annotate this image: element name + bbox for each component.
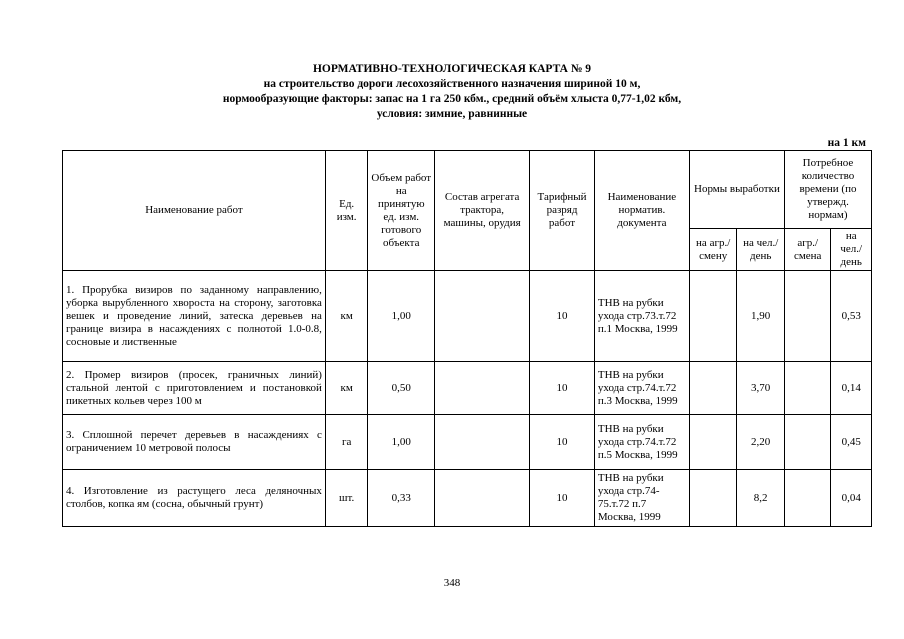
cell-aggregate — [435, 415, 530, 470]
cell-time-agr — [784, 415, 831, 470]
title-line-3: нормообразующие факторы: запас на 1 га 250 кбм., средний объём хлыста 0,77-1,02 кбм, — [222, 93, 682, 105]
cell-output-person: 1,90 — [737, 271, 785, 362]
cell-output-person: 2,20 — [737, 415, 785, 470]
title-line-1: НОРМАТИВНО-ТЕХНОЛОГИЧЕСКАЯ КАРТА № 9 — [312, 63, 592, 75]
header-aggregate: Состав агрегата трактора, машины, орудия — [435, 151, 530, 271]
cell-volume: 0,33 — [368, 470, 435, 527]
cell-work-name: 1. Прорубка визиров по заданному направлению, уборка вырубленного хвороста на сторону, заготовка вешек и проведение линий, затеска деревьев на границе визира в насаждениях с полнотой 1.0-0.8, сосновые и лиственные — [63, 271, 326, 362]
cell-work-name: 4. Изготовление из растущего леса деляночных столбов, копка ям (сосна, обычный грунт) — [63, 470, 326, 527]
table-row — [63, 362, 872, 415]
cell-document: ТНВ на рубки ухода стр.74-75.т.72 п.7 Москва, 1999 — [594, 470, 689, 527]
header-time-agr: агр./ смена — [784, 229, 831, 271]
cell-output-person: 8,2 — [737, 470, 785, 527]
cell-tariff: 10 — [530, 362, 595, 415]
cell-unit: га — [325, 415, 367, 470]
document-title — [0, 62, 904, 122]
header-volume: Объем работ на принятую ед. изм. готового объекта — [368, 151, 435, 271]
cell-tariff: 10 — [530, 271, 595, 362]
cell-output-agr — [689, 470, 737, 527]
cell-volume: 1,00 — [368, 271, 435, 362]
header-output-agr: на агр./ смену — [689, 229, 737, 271]
cell-work-name: 2. Промер визиров (просек, граничных линий) стальной лентой с приготовлением и постановкой пикетных кольев через 100 м — [63, 362, 326, 415]
cell-aggregate — [435, 470, 530, 527]
cell-unit: км — [325, 271, 367, 362]
unit-label: на 1 км — [827, 137, 866, 149]
table-row — [63, 470, 872, 527]
cell-time-agr — [784, 362, 831, 415]
cell-output-agr — [689, 271, 737, 362]
table-row — [63, 271, 872, 362]
cell-unit: шт. — [325, 470, 367, 527]
header-document: Наименование норматив. документа — [594, 151, 689, 271]
page-number: 348 — [443, 577, 461, 589]
header-output-norms: Нормы выработки — [689, 151, 784, 229]
cell-volume: 1,00 — [368, 415, 435, 470]
norms-table — [62, 150, 872, 527]
cell-volume: 0,50 — [368, 362, 435, 415]
cell-work-name: 3. Сплошной перечет деревьев в насаждениях с ограничением 10 метровой полосы — [63, 415, 326, 470]
header-work-name: Наименование работ — [63, 151, 326, 271]
header-unit: Ед. изм. — [325, 151, 367, 271]
cell-unit: км — [325, 362, 367, 415]
cell-output-person: 3,70 — [737, 362, 785, 415]
header-time-person: на чел./ день — [831, 229, 872, 271]
cell-output-agr — [689, 362, 737, 415]
cell-output-agr — [689, 415, 737, 470]
table-body — [63, 271, 872, 527]
cell-document: ТНВ на рубки ухода стр.74.т.72 п.5 Москва, 1999 — [594, 415, 689, 470]
cell-aggregate — [435, 271, 530, 362]
cell-aggregate — [435, 362, 530, 415]
cell-time-person: 0,14 — [831, 362, 872, 415]
header-tariff: Тарифный разряд работ — [530, 151, 595, 271]
table-row — [63, 415, 872, 470]
cell-time-person: 0,53 — [831, 271, 872, 362]
cell-tariff: 10 — [530, 415, 595, 470]
cell-time-person: 0,45 — [831, 415, 872, 470]
cell-time-agr — [784, 470, 831, 527]
header-output-person: на чел./ день — [737, 229, 785, 271]
cell-time-agr — [784, 271, 831, 362]
cell-tariff: 10 — [530, 470, 595, 527]
table-header — [63, 151, 872, 271]
title-line-4: условия: зимние, равнинные — [376, 108, 528, 120]
title-line-2: на строительство дороги лесохозяйственного назначения шириной 10 м, — [263, 78, 641, 90]
cell-time-person: 0,04 — [831, 470, 872, 527]
cell-document: ТНВ на рубки ухода стр.73.т.72 п.1 Москва, 1999 — [594, 271, 689, 362]
cell-document: ТНВ на рубки ухода стр.74.т.72 п.3 Москва, 1999 — [594, 362, 689, 415]
header-time-need: Потребное количество времени (по утвержд. нормам) — [784, 151, 871, 229]
